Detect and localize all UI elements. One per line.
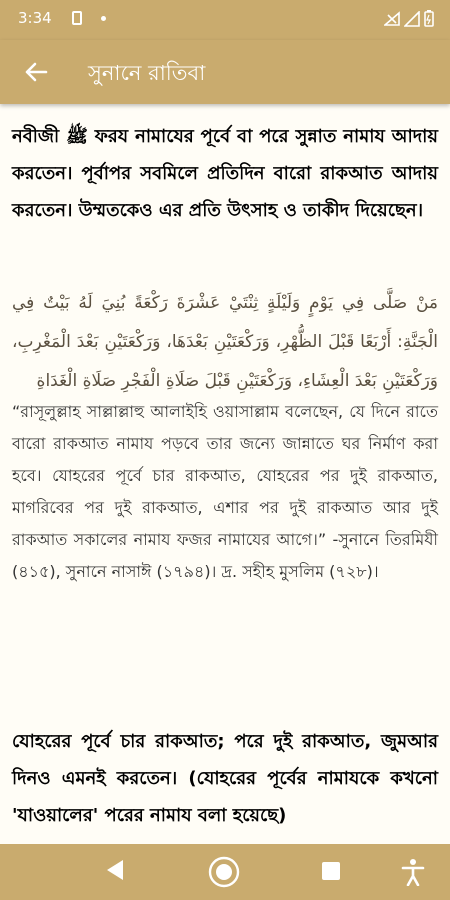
nav-back-icon[interactable] <box>107 860 123 880</box>
accessibility-icon[interactable] <box>400 858 426 886</box>
intro-paragraph: নবীজী ﷺ ফরয নামাযের পূর্বে বা পরে সুন্নাত নামায আদায় করতেন। পূর্বাপর সবমিলে প্রতিদিন বারো রাকআত আদায় করতেন। উম্মতকেও এর প্রতি উৎসাহ ও তাকীদ দিয়েছেন। <box>12 126 438 221</box>
hadith-translation: “রাসূলুল্লাহ সাল্লাল্লাহু আলাইহি ওয়াসাল্লাম বলেছেন, যে দিনে রাতে বারো রাকআত নামায পড়বে তার জন্যে জান্নাতে ঘর নির্মাণ করা হবে। যোহরের পূর্বে চার রাকআত, যোহরের পর দুই রাকআত, মাগরিবের পর দুই রাকআত, এশার পর দুই রাকআত আর দুই রাকআত সকালের নামায ফজর নামাযের আগে।” -সুনানে তিরমিযী (৪১৫), সুনানে নাসাঈ (১৭৯৪)। দ্র. সহীহ মুসলিম (৭২৮)। <box>12 402 438 581</box>
signal-icon <box>404 11 420 27</box>
arabic-hadith: مَنْ صَلَّى فِي يَوْمٍ وَلَيْلَةٍ ثِنْتَيْ عَشْرَةَ رَكْعَةً بُنِيَ لَهُ بَيْتٌ فِي الْجَنَّةِ: أَرْبَعًا قَبْلَ الظُّهْرِ، وَرَكْعَتَيْنِ بَعْدَهَا، وَرَكْعَتَيْنِ بَعْدَ الْمَغْرِبِ، وَرَكْعَتَيْنِ بَعْدَ الْعِشَاءِ، وَرَكْعَتَيْنِ قَبْلَ صَلَاةِ الْفَجْرِ صَلَاةِ الْغَدَاةِ <box>12 293 438 391</box>
navigation-bar <box>0 844 450 900</box>
article-content[interactable] <box>0 104 450 844</box>
zuhr-paragraph: যোহরের পূর্বে চার রাকআত; পরে দুই রাকআত, জুমআর দিনও এমনই করতেন। (যোহরের পূর্বের নামাযকে কখনো 'যাওয়ালের' পরের নামায বলা হয়েছে) <box>12 731 438 826</box>
sim-card-icon <box>72 11 82 25</box>
status-icons <box>384 10 434 27</box>
nav-recent-apps-icon[interactable] <box>322 862 340 880</box>
battery-icon <box>424 10 434 27</box>
status-time: 3:34 <box>18 9 52 27</box>
page-title: সুনানে রাতিবা <box>88 61 206 85</box>
notification-dot-icon <box>101 16 106 21</box>
app-bar <box>0 40 450 104</box>
wifi-off-icon <box>384 11 400 27</box>
back-arrow-icon[interactable] <box>22 58 50 86</box>
status-bar <box>0 0 450 40</box>
nav-home-icon[interactable] <box>207 855 241 889</box>
